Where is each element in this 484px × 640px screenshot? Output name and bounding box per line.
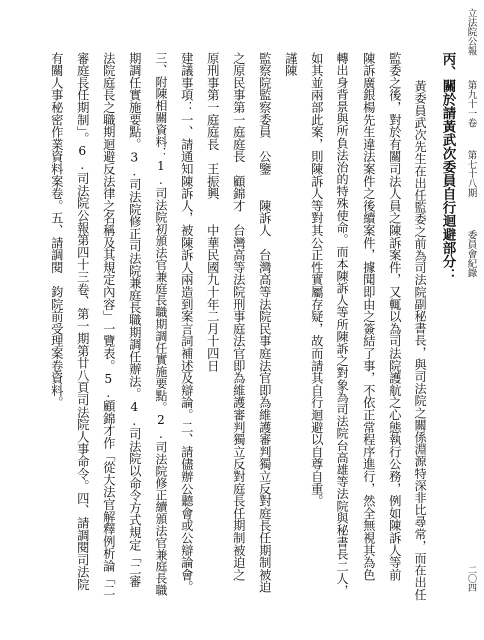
header-publication: 立法院公報 xyxy=(465,8,477,56)
page-number: 二〇四 xyxy=(466,565,476,592)
body-column: 監察院監察委員 公鑒 陳訴人 台灣高等法院民事庭法官即為維護審判獨立反對庭長任期制被迫 xyxy=(257,52,272,594)
header-issue: 第七十八期 xyxy=(465,150,477,198)
body-column: 如其並兩部此案，則陳訴人等對其公正性實屬存疑，故而請其自行迴避以自尊自重。 xyxy=(309,52,324,508)
body-column: 法院庭長之職期迴避反法律之名稱及其規定內容」一覽表。5.顧錦才作「從大法官解釋例析論「二 xyxy=(101,52,116,597)
body-column: 建議事項：一、請通知陳訴人，被陳訴人兩造到案言詞補述及辯論。二、請儘辦公聽會或公辯論會。 xyxy=(179,52,194,594)
body-column: 審庭長任期制」。6.司法院公報第四十三卷、第一期第廿八頁司法院人事命令。四、請調閱司法院 xyxy=(75,52,90,591)
body-column: 三、附陳相關資料：1.司法院初頒法官兼庭長職期調任實施要點。2.司法院修正續頒法官兼庭長職 xyxy=(153,52,168,596)
body-column: 謹陳 xyxy=(283,52,298,77)
body-column: 有關人事秘密作業資料案卷。五、請調閱 鈞院前受理案卷資料。 xyxy=(49,52,64,409)
body-column: 原刑事第一庭庭長 王振興 中華民國九十年二月十四日 xyxy=(205,52,220,372)
body-column: 期調任實施要點。3.司法院修正司法院兼庭長職期調任辦法。4.司法院以命令方式規定「二審 xyxy=(127,52,142,588)
section-heading: 丙、關於請黃武次委員自行迴避部分： xyxy=(439,52,456,282)
body-column: 監委之後，對於有關司法人員之陳訴案件，又輒以為司法院護航之心態執行公務，例如陳訴人等前 xyxy=(387,52,402,581)
body-column: 黃委員武次先生在出任監委之前為司法院副秘書長，與司法院之關係淵源特深非比尋常，而在出任 xyxy=(413,80,428,601)
body-column: 陳訴廣銀楊先生違法案件之後續案件，據聞即由之簽結了事，不依正常程序進行，然全無視其為色 xyxy=(361,52,376,581)
body-column: 之原民事第一庭庭長 顧錦才 台灣高等法院刑事庭法官即為維護審判獨立反對庭長任期制被迫之 xyxy=(231,52,246,581)
body-column: 轉出身背景與所負法治的特殊使命。而本陳訴人等所陳訴之對象為司法院台高雄等法院與秘書長二人， xyxy=(335,52,350,597)
header-volume: 第九十一卷 xyxy=(465,80,477,128)
header-section: 委員會紀錄 xyxy=(465,230,477,278)
